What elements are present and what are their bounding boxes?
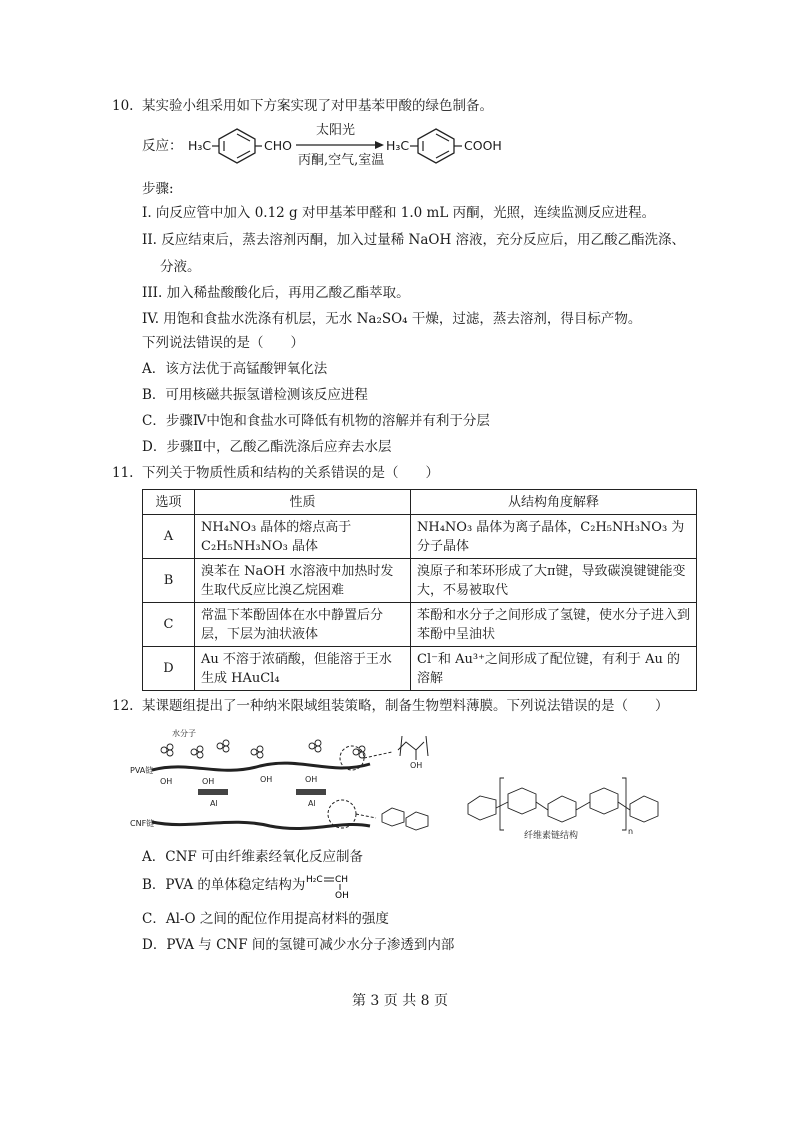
q10-option-a[interactable]: A．该方法优于高锰酸钾氧化法 xyxy=(142,361,328,377)
table-row[interactable] xyxy=(143,647,697,691)
svg-text:CH: CH xyxy=(335,875,349,885)
header-option: 选项 xyxy=(143,490,195,515)
benzene-ring-product xyxy=(410,126,462,166)
table-header-row xyxy=(143,490,697,515)
row-property: 溴苯在 NaOH 水溶液中加热时发生取代反应比溴乙烷困难 xyxy=(195,559,411,603)
svg-text:OH: OH xyxy=(160,777,173,786)
svg-text:OH: OH xyxy=(260,775,273,784)
q11-number: 11. xyxy=(112,465,134,481)
row-property: NH₄NO₃ 晶体的熔点高于 C₂H₅NH₃NO₃ 晶体 xyxy=(195,515,411,559)
water-label: 水分子 xyxy=(172,729,196,738)
svg-text:H₂C: H₂C xyxy=(306,875,323,885)
q12-option-a[interactable]: A．CNF 可由纤维素经氧化反应制备 xyxy=(142,849,364,865)
q12-number: 12. xyxy=(112,698,134,714)
q10-number: 10. xyxy=(112,98,134,114)
q10-reaction-label: 反应： xyxy=(142,138,183,154)
al-block-icon xyxy=(296,789,326,795)
q10-question: 下列说法错误的是（ ） xyxy=(142,335,304,351)
pva-chain-label: PVA链 xyxy=(130,766,154,775)
q10-step-3: III. 加入稀盐酸酸化后，再用乙酸乙酯萃取。 xyxy=(142,285,410,301)
q12-stem: 某课题组提出了一种纳米限域组装策略，制备生物塑料薄膜。下列说法错误的是（ ） xyxy=(142,698,669,714)
reactant-cho: CHO xyxy=(264,138,292,153)
q10-step-2: II. 反应结束后，蒸去溶剂丙酮，加入过量稀 NaOH 溶液，充分反应后，用乙酸乙酯洗涤、 xyxy=(142,232,686,248)
q12-option-c[interactable]: C．Al-O 之间的配位作用提高材料的强度 xyxy=(142,911,389,927)
pva-repeat-unit-icon xyxy=(398,742,424,750)
cellulose-caption: 纤维素链结构 xyxy=(524,831,579,841)
cnf-chain-label: CNF链 xyxy=(130,819,155,828)
table-row[interactable] xyxy=(143,559,697,603)
q11-stem: 下列关于物质性质和结构的关系错误的是（ ） xyxy=(142,465,439,481)
row-property: Au 不溶于浓硝酸，但能溶于王水生成 HAuCl₄ xyxy=(195,647,411,691)
al-block-icon xyxy=(198,789,228,795)
q11-table xyxy=(142,489,697,691)
page-footer: 第 3 页 共 8 页 xyxy=(351,993,449,1009)
q10-stem: 某实验小组采用如下方案实现了对甲基苯甲酸的绿色制备。 xyxy=(142,98,493,114)
svg-text:Al: Al xyxy=(210,799,218,808)
header-explanation: 从结构角度解释 xyxy=(411,490,697,515)
table-row[interactable] xyxy=(143,515,697,559)
row-option: B xyxy=(143,559,195,603)
nano-confinement-figure xyxy=(130,722,710,842)
row-explanation: Cl⁻和 Au³⁺之间形成了配位键，有利于 Au 的溶解 xyxy=(411,647,697,691)
cnf-unit-icon xyxy=(382,808,428,830)
q10-step-1: I. 向反应管中加入 0.12 g 对甲基苯甲醛和 1.0 mL 丙酮，光照，连续监测反应进程。 xyxy=(142,205,656,221)
row-explanation: NH₄NO₃ 晶体为离子晶体，C₂H₅NH₃NO₃ 为分子晶体 xyxy=(411,515,697,559)
row-property: 常温下苯酚固体在水中静置后分层，下层为油状液体 xyxy=(195,603,411,647)
vinyl-alcohol-structure xyxy=(306,870,366,900)
svg-text:Al: Al xyxy=(308,799,316,808)
svg-text:OH: OH xyxy=(202,777,215,786)
header-property: 性质 xyxy=(195,490,411,515)
q12-option-d[interactable]: D．PVA 与 CNF 间的氢键可减少水分子渗透到内部 xyxy=(142,937,455,953)
row-option: C xyxy=(143,603,195,647)
q10-steps-label: 步骤: xyxy=(142,181,174,197)
reactant-methyl: H₃C xyxy=(188,138,212,153)
row-explanation: 溴原子和苯环形成了大π键，导致碳溴键键能变大，不易被取代 xyxy=(411,559,697,603)
row-option: D xyxy=(143,647,195,691)
q10-option-c[interactable]: C．步骤Ⅳ中饱和食盐水可降低有机物的溶解并有利于分层 xyxy=(142,413,490,429)
table-row[interactable] xyxy=(143,603,697,647)
row-explanation: 苯酚和水分子之间形成了氢键，使水分子进入到苯酚中呈油状 xyxy=(411,603,697,647)
svg-text:OH: OH xyxy=(335,891,349,900)
arrow-condition-bottom: 丙酮,空气,室温 xyxy=(298,153,385,168)
svg-text:n: n xyxy=(628,827,634,836)
q10-option-d[interactable]: D．步骤Ⅱ中，乙酸乙酯洗涤后应弃去水层 xyxy=(142,439,392,455)
water-molecules-icon xyxy=(161,740,365,758)
q10-option-b[interactable]: B．可用核磁共振氢谱检测该反应进程 xyxy=(142,387,368,403)
q10-step-4: IV. 用饱和食盐水洗涤有机层，无水 Na₂SO₄ 干燥，过滤，蒸去溶剂，得目标产物。 xyxy=(142,311,642,327)
pva-chain-icon xyxy=(152,763,370,770)
svg-text:OH: OH xyxy=(305,775,318,784)
cellulose-chain-icon xyxy=(468,778,658,830)
svg-text:OH: OH xyxy=(410,761,423,770)
arrow-condition-top: 太阳光 xyxy=(316,123,356,138)
reaction-arrow xyxy=(296,139,384,151)
q10-step-2-cont: 分液。 xyxy=(160,259,201,275)
product-methyl: H₃C xyxy=(386,138,410,153)
row-option: A xyxy=(143,515,195,559)
product-cooh: COOH xyxy=(464,138,502,153)
benzene-ring-reactant xyxy=(212,126,262,166)
q12-option-b[interactable]: B．PVA 的单体稳定结构为 xyxy=(142,877,306,893)
